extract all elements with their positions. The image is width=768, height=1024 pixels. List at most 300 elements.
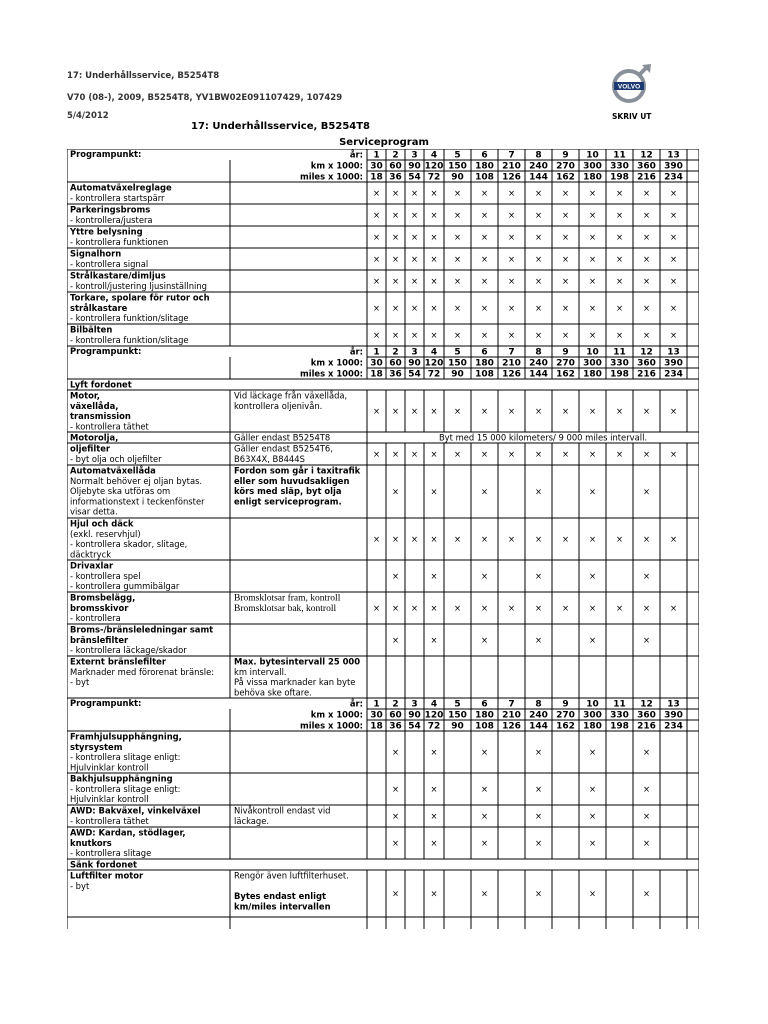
interval-value: 120 [424,358,444,369]
print-date: 5/4/2012 [67,111,109,121]
item-note: kontrollera oljenivån. [234,400,323,411]
interval-value: 162 [556,369,575,380]
service-mark: × [391,188,400,198]
interval-value: 2 [392,347,399,358]
service-mark: × [453,603,462,613]
interval-value: 240 [529,358,548,369]
item-note: Max. bytesintervall 25 000 [234,656,361,667]
service-mark: × [480,603,489,613]
service-mark: × [507,254,516,264]
service-mark: × [372,210,381,220]
interval-value: 270 [556,710,575,721]
service-mark: × [642,838,651,848]
interval-value: 54 [408,369,421,380]
page-title: 17: Underhållsservice, B5254T8 [191,121,371,132]
item-title: bromsskivor [70,602,129,613]
service-mark: × [430,747,438,757]
service-mark: × [615,406,624,416]
service-mark: × [391,232,400,242]
service-mark: × [430,449,438,459]
service-mark: × [391,406,400,416]
interval-value: 210 [502,161,521,172]
service-mark: × [453,303,462,313]
interval-value: 240 [529,710,548,721]
item-detail: Hjulvinklar kontroll [70,794,149,805]
service-mark: × [588,303,597,313]
interval-value: 234 [664,721,683,732]
service-mark: × [480,635,489,645]
item-detail: informationstext i teckenfönster [70,496,205,507]
service-mark: × [507,534,516,544]
interval-value: 180 [583,369,602,380]
interval-value: 216 [637,172,656,183]
service-mark: × [534,188,543,198]
interval-value: 108 [475,172,494,183]
interval-value: 162 [556,172,575,183]
service-mark: × [588,571,597,581]
service-mark: × [372,303,381,313]
section-label: Sänk fordonet [70,859,138,870]
item-detail: Oljebyte ska utföras om [70,486,171,497]
interval-label: år: [349,149,363,160]
item-title: Motorolja, [70,432,119,443]
oil-interval-note: Byt med 15 000 kilometers/ 9 000 miles intervall. [438,432,648,443]
interval-label: km x 1000: [310,357,363,368]
interval-value: 9 [562,150,569,161]
interval-value: 330 [610,358,629,369]
item-note: Bytes endast enligt [234,891,327,902]
item-detail: - kontrollera slitage [70,848,152,859]
interval-value: 12 [640,150,653,161]
service-mark: × [642,534,651,544]
interval-value: 54 [408,172,421,183]
service-mark: × [480,330,489,340]
item-title: Automatväxellåda [70,465,156,476]
interval-value: 12 [640,699,653,710]
item-note: enligt serviceprogram. [234,496,342,507]
interval-value: 120 [424,710,444,721]
item-note: Vid läckage från växellåda, [234,390,348,401]
service-mark: × [534,747,543,757]
service-mark: × [561,276,570,286]
item-detail: (exkl. reservhjul) [70,528,141,539]
service-mark: × [588,534,597,544]
interval-value: 300 [583,710,602,721]
service-mark: × [669,232,678,242]
interval-value: 9 [562,347,569,358]
interval-value: 36 [389,369,402,380]
service-mark: × [430,888,438,899]
service-mark: × [642,603,651,613]
item-detail: - kontrollera signal [70,258,149,269]
service-mark: × [588,635,597,645]
service-mark: × [480,188,489,198]
service-mark: × [561,330,570,340]
logo-wordmark: VOLVO [617,83,641,91]
service-mark: × [642,406,651,416]
item-title: Signalhorn [70,248,122,259]
interval-value: 36 [389,721,402,732]
service-mark: × [534,838,543,848]
service-mark: × [534,784,543,794]
service-mark: × [453,406,462,416]
service-mark: × [615,303,624,313]
service-mark: × [615,188,624,198]
print-button[interactable]: SKRIV UT [612,112,652,121]
item-title: AWD: Kardan, stödlager, [70,827,186,838]
item-note: eller som huvudsakligen [234,475,350,486]
service-mark: × [391,486,400,497]
interval-value: 150 [448,161,467,172]
service-mark: × [391,603,400,613]
interval-value: 180 [583,721,602,732]
service-mark: × [534,811,543,821]
item-title: Yttre belysning [70,226,143,237]
service-mark: × [410,276,419,286]
service-mark: × [561,534,570,544]
page-subtitle: Serviceprogram [339,137,429,148]
interval-value: 18 [370,172,383,183]
interval-value: 210 [502,710,521,721]
interval-value: 360 [637,710,656,721]
item-detail: - kontrollera funktion/slitage [70,334,189,345]
service-mark: × [430,635,438,645]
item-detail: däcktryck [70,549,112,560]
service-mark: × [410,232,419,242]
interval-label: km x 1000: [310,709,363,720]
interval-value: 390 [664,161,683,172]
service-mark: × [410,330,419,340]
programpunkt-label: Programpunkt: [70,149,142,159]
interval-value: 90 [451,172,464,183]
service-mark: × [391,303,400,313]
interval-value: 360 [637,358,656,369]
interval-value: 3 [411,347,418,358]
interval-value: 216 [637,721,656,732]
service-mark: × [480,406,489,416]
item-title: Torkare, spolare för rutor och [70,292,210,303]
service-mark: × [391,811,400,821]
service-mark: × [507,330,516,340]
service-mark: × [430,232,438,242]
item-title: Strålkastare/dimljus [70,270,166,281]
interval-value: 4 [430,347,438,358]
service-mark: × [430,784,438,794]
service-mark: × [480,232,489,242]
service-mark: × [588,784,597,794]
item-title: Hjul och däck [70,518,134,529]
service-mark: × [615,232,624,242]
interval-value: 108 [475,369,494,380]
interval-value: 72 [427,369,441,380]
service-mark: × [480,784,489,794]
interval-value: 18 [370,369,383,380]
service-mark: × [410,534,419,544]
service-mark: × [372,603,381,613]
service-mark: × [372,232,381,242]
interval-value: 144 [529,721,548,732]
item-detail: - byt [70,677,90,688]
item-detail: - kontrollera slitage enligt: [70,752,181,763]
service-mark: × [534,888,543,899]
item-note: B63X4X, B8444S [234,453,305,464]
item-title: AWD: Bakväxel, vinkelväxel [70,805,201,816]
service-mark: × [507,449,516,459]
item-title: växellåda, [70,400,119,411]
service-mark: × [561,232,570,242]
interval-value: 150 [448,358,467,369]
service-mark: × [642,210,651,220]
service-mark: × [669,449,678,459]
interval-value: 270 [556,161,575,172]
service-mark: × [480,210,489,220]
service-mark: × [642,635,651,645]
service-mark: × [372,406,381,416]
item-note: körs med släp, byt olja [234,486,342,497]
service-mark: × [372,254,381,264]
service-mark: × [372,330,381,340]
service-mark: × [669,210,678,220]
interval-value: 60 [389,358,402,369]
service-mark: × [588,449,597,459]
item-title: Framhjulsupphängning, [70,731,182,742]
service-mark: × [534,303,543,313]
service-mark: × [430,330,438,340]
interval-value: 90 [408,161,421,172]
interval-value: 30 [370,358,383,369]
interval-value: 330 [610,161,629,172]
service-mark: × [534,210,543,220]
interval-value: 2 [392,699,399,710]
volvo-logo-icon [609,62,653,106]
interval-label: miles x 1000: [299,720,363,731]
service-mark: × [430,406,438,416]
interval-value: 180 [583,172,602,183]
service-mark: × [534,571,543,581]
header-title: 17: Underhållsservice, B5254T8 [67,71,220,81]
item-note: läckage. [234,815,270,826]
interval-label: km x 1000: [310,160,363,171]
item-title: Bilbälten [70,324,113,335]
interval-value: 360 [637,161,656,172]
service-mark: × [642,449,651,459]
service-mark: × [642,571,651,581]
service-mark: × [410,303,419,313]
interval-value: 150 [448,710,467,721]
service-mark: × [561,210,570,220]
item-note: Bromsklotsar bak, kontroll [234,603,337,614]
item-note: Bromsklotsar fram, kontroll [234,593,341,604]
service-mark: × [453,254,462,264]
interval-value: 4 [430,150,438,161]
service-mark: × [642,276,651,286]
interval-value: 72 [427,721,441,732]
service-mark: × [453,188,462,198]
interval-label: år: [349,346,363,357]
interval-value: 90 [451,369,464,380]
interval-value: 54 [408,721,421,732]
item-detail: - kontrollera läckage/skador [70,645,187,656]
service-mark: × [561,254,570,264]
interval-value: 216 [637,369,656,380]
service-mark: × [615,254,624,264]
service-mark: × [507,232,516,242]
interval-value: 30 [370,710,383,721]
interval-value: 5 [454,150,461,161]
service-mark: × [534,603,543,613]
service-mark: × [430,303,438,313]
interval-value: 30 [370,161,383,172]
service-mark: × [615,449,624,459]
service-mark: × [410,254,419,264]
item-note: Gäller endast B5254T6, [234,443,333,454]
service-mark: × [534,534,543,544]
interval-value: 4 [430,699,438,710]
service-mark: × [642,747,651,757]
service-mark: × [615,210,624,220]
service-mark: × [669,330,678,340]
interval-value: 10 [586,347,599,358]
interval-value: 7 [508,150,515,161]
item-detail: - kontrollera/justera [70,214,153,225]
service-mark: × [430,534,438,544]
interval-value: 180 [475,358,494,369]
item-title: oljefilter [70,443,111,454]
item-detail: - kontrollera startspärr [70,192,165,203]
service-mark: × [669,406,678,416]
service-mark: × [391,330,400,340]
service-mark: × [534,276,543,286]
interval-value: 13 [667,347,680,358]
interval-value: 5 [454,699,461,710]
item-title: strålkastare [70,302,128,313]
volvo-logo [609,62,653,106]
service-mark: × [642,330,651,340]
item-detail: - kontrollera täthet [70,421,149,432]
interval-value: 126 [502,172,521,183]
interval-value: 8 [535,699,542,710]
item-detail: - byt [70,880,90,891]
interval-value: 7 [508,699,515,710]
item-note: km intervall. [234,666,287,677]
item-title: Bakhjulsupphängning [70,773,173,784]
service-mark: × [561,406,570,416]
service-mark: × [391,635,400,645]
service-mark: × [534,254,543,264]
item-title: transmission [70,411,131,422]
item-detail: - kontrollera slitage enligt: [70,783,181,794]
service-mark: × [642,232,651,242]
service-mark: × [507,276,516,286]
service-mark: × [391,571,400,581]
service-mark: × [507,603,516,613]
service-mark: × [480,254,489,264]
item-detail: - kontrollera gummibälgar [70,581,180,592]
service-mark: × [410,603,419,613]
service-mark: × [480,276,489,286]
service-mark: × [534,635,543,645]
service-mark: × [391,838,400,848]
service-mark: × [372,449,381,459]
item-title: Broms-/bränsleledningar samt [70,624,214,635]
service-mark: × [372,188,381,198]
service-mark: × [588,210,597,220]
service-mark: × [588,811,597,821]
interval-value: 2 [392,150,399,161]
service-mark: × [588,838,597,848]
service-mark: × [588,888,597,899]
interval-value: 11 [613,150,626,161]
service-mark: × [480,303,489,313]
service-mark: × [480,888,489,899]
interval-value: 1 [373,150,380,161]
item-detail: - kontroll/justering ljusinställning [70,280,207,291]
service-mark: × [588,486,597,497]
interval-value: 270 [556,358,575,369]
service-mark: × [615,603,624,613]
service-mark: × [507,188,516,198]
interval-value: 60 [389,710,402,721]
service-mark: × [453,276,462,286]
item-title: Externt bränslefilter [70,656,166,667]
service-mark: × [669,303,678,313]
interval-value: 198 [610,369,629,380]
service-mark: × [642,888,651,899]
service-mark: × [669,534,678,544]
service-mark: × [391,254,400,264]
service-mark: × [480,838,489,848]
service-mark: × [588,254,597,264]
interval-value: 144 [529,369,548,380]
service-mark: × [391,888,400,899]
service-mark: × [534,232,543,242]
interval-value: 300 [583,161,602,172]
interval-value: 13 [667,150,680,161]
interval-value: 10 [586,699,599,710]
interval-value: 180 [475,161,494,172]
interval-value: 8 [535,150,542,161]
service-mark: × [507,406,516,416]
interval-value: 198 [610,172,629,183]
service-mark: × [430,486,438,497]
service-mark: × [561,188,570,198]
item-detail: - kontrollera funktionen [70,236,169,247]
item-title: Parkeringsbroms [70,204,151,215]
interval-label: miles x 1000: [299,368,363,379]
interval-value: 60 [389,161,402,172]
service-mark: × [642,486,651,497]
service-mark: × [453,534,462,544]
interval-value: 1 [373,699,380,710]
service-mark: × [588,188,597,198]
interval-value: 330 [610,710,629,721]
item-note: Rengör även luftfilterhuset. [234,870,349,881]
interval-value: 90 [451,721,464,732]
service-mark: × [391,534,400,544]
service-mark: × [588,603,597,613]
interval-value: 198 [610,721,629,732]
interval-value: 10 [586,150,599,161]
interval-value: 234 [664,172,683,183]
interval-value: 144 [529,172,548,183]
service-mark: × [410,406,419,416]
item-detail: - kontrollera skador, slitage, [70,539,188,550]
service-mark: × [642,188,651,198]
vehicle-info: V70 (08-), 2009, B5254T8, YV1BW02E091107429, 107429 [67,93,343,103]
service-mark: × [430,838,438,848]
service-mark: × [410,210,419,220]
service-mark: × [534,449,543,459]
